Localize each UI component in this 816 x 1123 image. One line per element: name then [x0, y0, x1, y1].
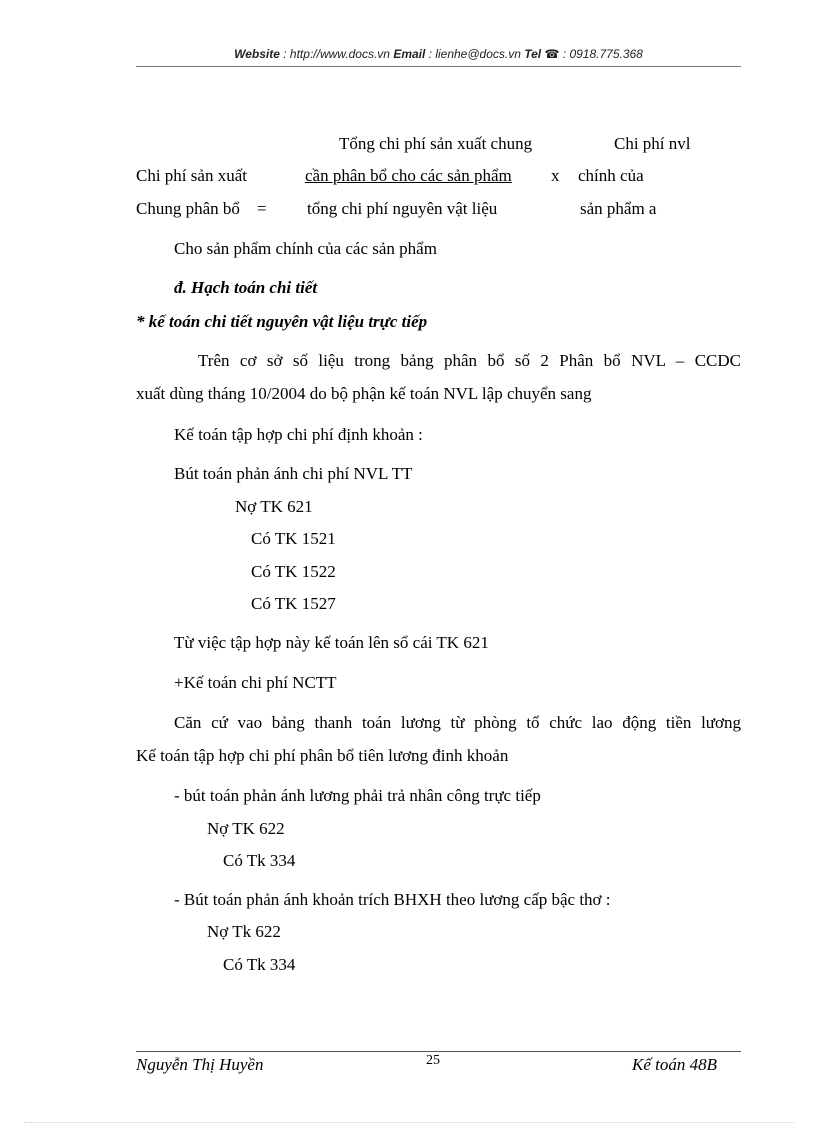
journal-credit: Có TK 1527 — [251, 594, 336, 613]
journal-credit: Có Tk 334 — [223, 851, 296, 870]
journal-debit: Nợ Tk 622 — [207, 922, 281, 941]
tel-value: : 0918.775.368 — [559, 47, 643, 61]
header-divider — [136, 66, 741, 67]
formula-fraction-denominator: tổng chi phí nguyên vật liệu — [307, 199, 498, 218]
formula-right-middle: chính của — [578, 166, 644, 185]
footer-divider — [136, 1051, 741, 1052]
journal-credit: Có Tk 334 — [223, 955, 296, 974]
email-label: Email — [393, 47, 426, 61]
formula-multiply-operator: x — [551, 166, 560, 185]
email-value: : lienhe@docs.vn — [425, 47, 525, 61]
paragraph: Từ việc tập hợp này kế toán lên sổ cái TK 621 — [174, 633, 489, 652]
website-value: : http://www.docs.vn — [279, 47, 394, 61]
formula-left-top: Chi phí sản xuất — [136, 166, 247, 185]
paragraph-line: Căn cứ vao bảng thanh toán lương từ phòng tổ chức lao động tiền lương — [174, 713, 741, 732]
paragraph: Cho sản phẩm chính của các sản phẩm — [174, 239, 437, 258]
website-label: Website — [234, 47, 280, 61]
paragraph: Bút toán phản ánh chi phí NVL TT — [174, 464, 413, 483]
page-number: 25 — [426, 1053, 440, 1068]
journal-credit: Có TK 1521 — [251, 529, 336, 548]
formula-fraction-numerator: cần phân bổ cho các sản phẩm — [305, 166, 512, 185]
journal-credit: Có TK 1522 — [251, 562, 336, 581]
paragraph: Kế toán tập hợp chi phí định khoản : — [174, 425, 423, 444]
paragraph-line: xuất dùng tháng 10/2004 do bộ phận kế toán NVL lập chuyển sang — [136, 384, 592, 403]
formula-numerator-label: Tổng chi phí sản xuất chung — [339, 134, 533, 153]
journal-debit: Nợ TK 621 — [235, 497, 313, 516]
paragraph: - bút toán phản ánh lương phải trả nhân công trực tiếp — [174, 786, 541, 805]
paragraph-line: Kế toán tập hợp chi phí phân bổ tiên lương đinh khoản — [136, 746, 509, 765]
phone-icon: ☎ — [544, 47, 560, 61]
section-heading: đ. Hạch toán chi tiết — [174, 278, 318, 297]
formula-equals-operator: = — [257, 199, 267, 218]
paragraph: - Bút toán phản ánh khoản trích BHXH theo lương cấp bậc thơ : — [174, 890, 611, 909]
tel-label: Tel — [524, 47, 542, 61]
subsection-heading: * kế toán chi tiết nguyên vật liệu trực tiếp — [136, 312, 428, 331]
formula-right-top: Chi phí nvl — [614, 134, 691, 153]
formula-left-bottom: Chung phân bổ — [136, 199, 240, 218]
formula-right-bottom: sản phẩm a — [580, 199, 657, 218]
journal-debit: Nợ TK 622 — [207, 819, 285, 838]
footer-class: Kế toán 48B — [632, 1055, 717, 1074]
paragraph-line: Trên cơ sở số liệu trong bảng phân bổ số 2 Phân bổ NVL – CCDC — [198, 351, 741, 370]
paragraph: +Kế toán chi phí NCTT — [174, 673, 337, 692]
footer-author: Nguyễn Thị Huyền — [136, 1055, 264, 1074]
page-header — [136, 47, 741, 61]
